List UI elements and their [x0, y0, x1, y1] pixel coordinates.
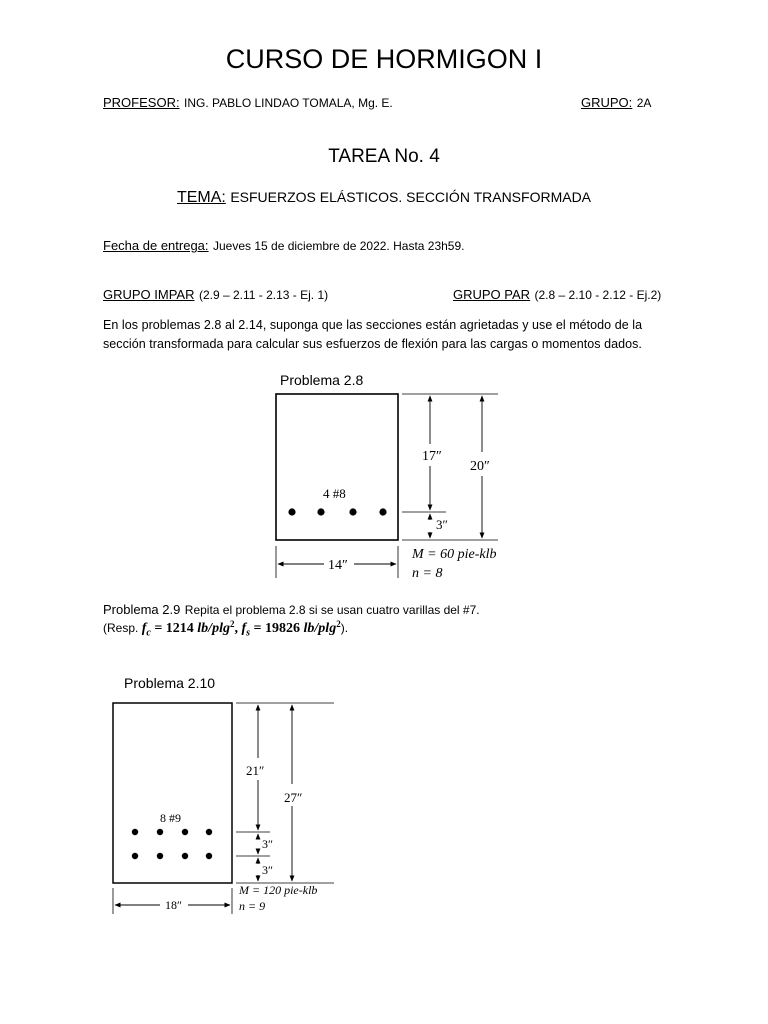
rebar-dot [206, 829, 212, 835]
tarea-title: TAREA No. 4 [328, 146, 440, 167]
fs-subscript: s [246, 627, 251, 639]
fecha-value: Jueves 15 de diciembre de 2022. Hasta 23h59. [212, 239, 465, 253]
fc-subscript: c [146, 627, 151, 639]
grupo-par-label: GRUPO PAR [453, 287, 531, 302]
dim-14-label: 14″ [328, 558, 348, 573]
problem-2-10-diagram [108, 696, 338, 918]
grupo-impar-value: (2.9 – 2.11 - 2.13 - Ej. 1) [198, 288, 329, 302]
dim-21-label: 21″ [246, 763, 265, 778]
rebar-dot [288, 508, 295, 515]
grupo-impar-label: GRUPO IMPAR [103, 287, 195, 302]
tema-line [0, 189, 768, 207]
fs-symbol: f [241, 621, 247, 636]
beam-section-2-10 [113, 703, 232, 883]
grupo-line [581, 94, 651, 112]
rebar-dot [182, 853, 188, 859]
rebar-dot [132, 829, 138, 835]
rebar-dot [157, 853, 163, 859]
moment-label-2-10: M = 120 pie-klb [239, 883, 318, 897]
fs-exponent: 2 [336, 619, 341, 629]
fecha-label: Fecha de entrega: [103, 238, 209, 253]
fc-exponent: 2 [229, 619, 235, 629]
grupo-label: GRUPO: [581, 95, 633, 110]
resp-comma: , [234, 621, 242, 636]
grupo-par-value: (2.8 – 2.10 - 2.12 - Ej.2) [534, 288, 662, 302]
n-label-2-10: n = 9 [239, 899, 266, 913]
moment-label-2-8: M = 60 pie-klb [412, 547, 497, 562]
bars-label-2-10: 8 #9 [160, 811, 181, 825]
rebar-dot [317, 508, 324, 515]
bars-label-2-8: 4 #8 [323, 486, 346, 501]
rebar-dot [379, 508, 386, 515]
problem-2-9-text: Repita el problema 2.8 si se usan cuatro varillas del #7. [184, 603, 480, 617]
profesor-value: ING. PABLO LINDAO TOMALA, Mg. E. [184, 96, 393, 110]
profesor-label: PROFESOR: [103, 95, 180, 110]
problem-2-8-diagram [262, 388, 502, 584]
fs-unit: lb/plg [303, 621, 337, 636]
grupo-value: 2A [636, 96, 652, 110]
resp-suffix: ). [340, 621, 349, 635]
resp-prefix: (Resp. [103, 621, 139, 635]
course-title: CURSO DE HORMIGON I [225, 44, 543, 74]
dim-3-label: 3″ [436, 517, 448, 532]
rebar-dot [132, 853, 138, 859]
rebar-dot [157, 829, 163, 835]
fecha-line [103, 237, 465, 255]
fs-equals: = 19826 [250, 621, 304, 636]
dim-3-cover-label: 3″ [262, 863, 273, 877]
problem-2-9-line [103, 601, 480, 619]
tema-label: TEMA: [176, 189, 226, 206]
tema-value: ESFUERZOS ELÁSTICOS. SECCIÓN TRANSFORMADA [230, 189, 592, 205]
fc-equals: = 1214 [150, 621, 198, 636]
dim-18-label: 18″ [165, 898, 182, 912]
dim-3-spacing-label: 3″ [262, 837, 273, 851]
dim-17-label: 17″ [422, 449, 442, 464]
dim-20-label: 20″ [470, 459, 490, 474]
grupo-impar-line [103, 286, 328, 304]
grupo-par-line [453, 286, 661, 304]
beam-section-2-8 [276, 394, 398, 540]
profesor-line [103, 94, 393, 112]
problem-2-9-response [103, 619, 348, 638]
rebar-dot [182, 829, 188, 835]
fc-symbol: f [141, 621, 147, 636]
n-label-2-8: n = 8 [412, 566, 443, 581]
rebar-dot [349, 508, 356, 515]
problem-2-8-title: Problema 2.8 [280, 372, 364, 388]
instructions-paragraph: En los problemas 2.8 al 2.14, suponga que las secciones están agrietadas y use el método de la sección transformada para calcular sus esfuerzos de flexión para las cargas o momentos dados. [103, 318, 643, 351]
fc-unit: lb/plg [197, 621, 230, 636]
problem-2-10-title: Problema 2.10 [124, 675, 216, 691]
dim-27-label: 27″ [284, 790, 303, 805]
rebar-dot [206, 853, 212, 859]
problem-2-9-title: Problema 2.9 [103, 602, 181, 617]
